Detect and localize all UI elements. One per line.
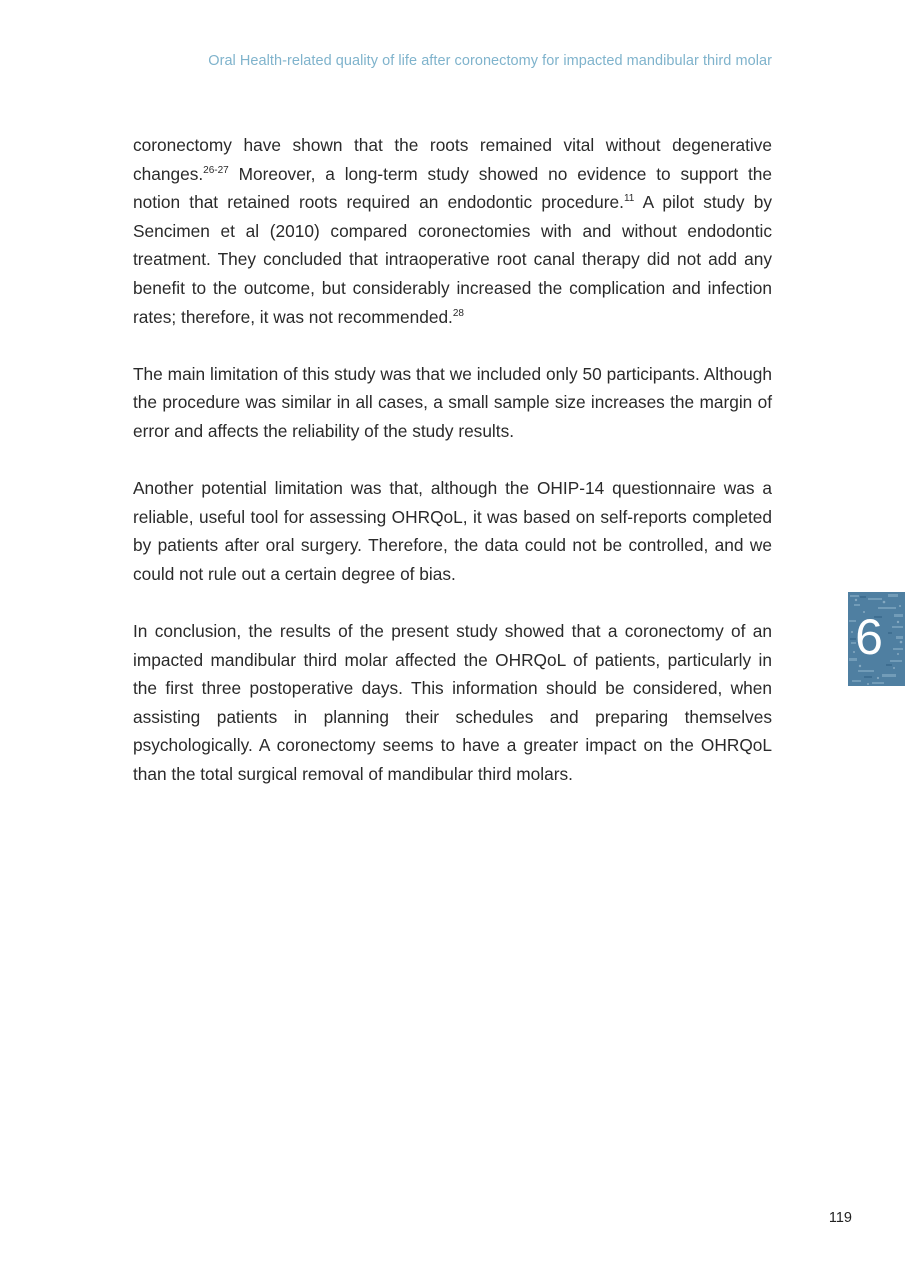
- text-segment: A pilot study by Sencimen et al (2010) compared coronectomies with and without endodontic treatment. They concluded that intraoperative root canal therapy did not add any benefit to the outcome, but considerably increased the complication and infection rates; therefore, it was not recommended.: [133, 192, 772, 327]
- body-text: [133, 131, 772, 789]
- paragraph-1: [133, 131, 772, 331]
- citation-superscript: 28: [452, 307, 464, 319]
- page-number: 119: [828, 1210, 852, 1226]
- paragraph-2: [133, 360, 772, 446]
- text-segment: coronectomy have shown that the roots remained vital without degenerative changes.: [133, 135, 772, 184]
- text-segment: Another potential limitation was that, although the OHIP-14 questionnaire was a reliable, useful tool for assessing OHRQoL, it was based on self-reports completed by patients after oral surgery. Therefore, the data could not be controlled, and we could not rule out a certain degree of bias.: [133, 478, 772, 584]
- paragraph-3: [133, 474, 772, 588]
- text-segment: The main limitation of this study was that we included only 50 participants. Although the procedure was similar in all cases, a small sample size increases the margin of error and affects the reliability of the study results.: [133, 363, 772, 441]
- text-segment: In conclusion, the results of the present study showed that a coronectomy of an impacted mandibular third molar affected the OHRQoL of patients, particularly in the first three postoperative days. This information should be considered, when assisting patients in planning their schedules and preparing themselves psychologically. A coronectomy seems to have a greater impact on the OHRQoL than the total surgical removal of mandibular third molars.: [133, 621, 772, 785]
- citation-superscript: 11: [623, 193, 635, 205]
- paragraph-4: [133, 617, 772, 789]
- text-segment: Moreover, a long-term study showed no evidence to support the notion that retained roots required an endodontic procedure.: [133, 163, 772, 213]
- chapter-tab: [848, 592, 905, 686]
- chapter-number: 6: [855, 609, 883, 665]
- running-header-title: Oral Health-related quality of life after coronectomy for impacted mandibular third molar: [208, 53, 772, 69]
- citation-superscript: 26-27: [203, 164, 229, 176]
